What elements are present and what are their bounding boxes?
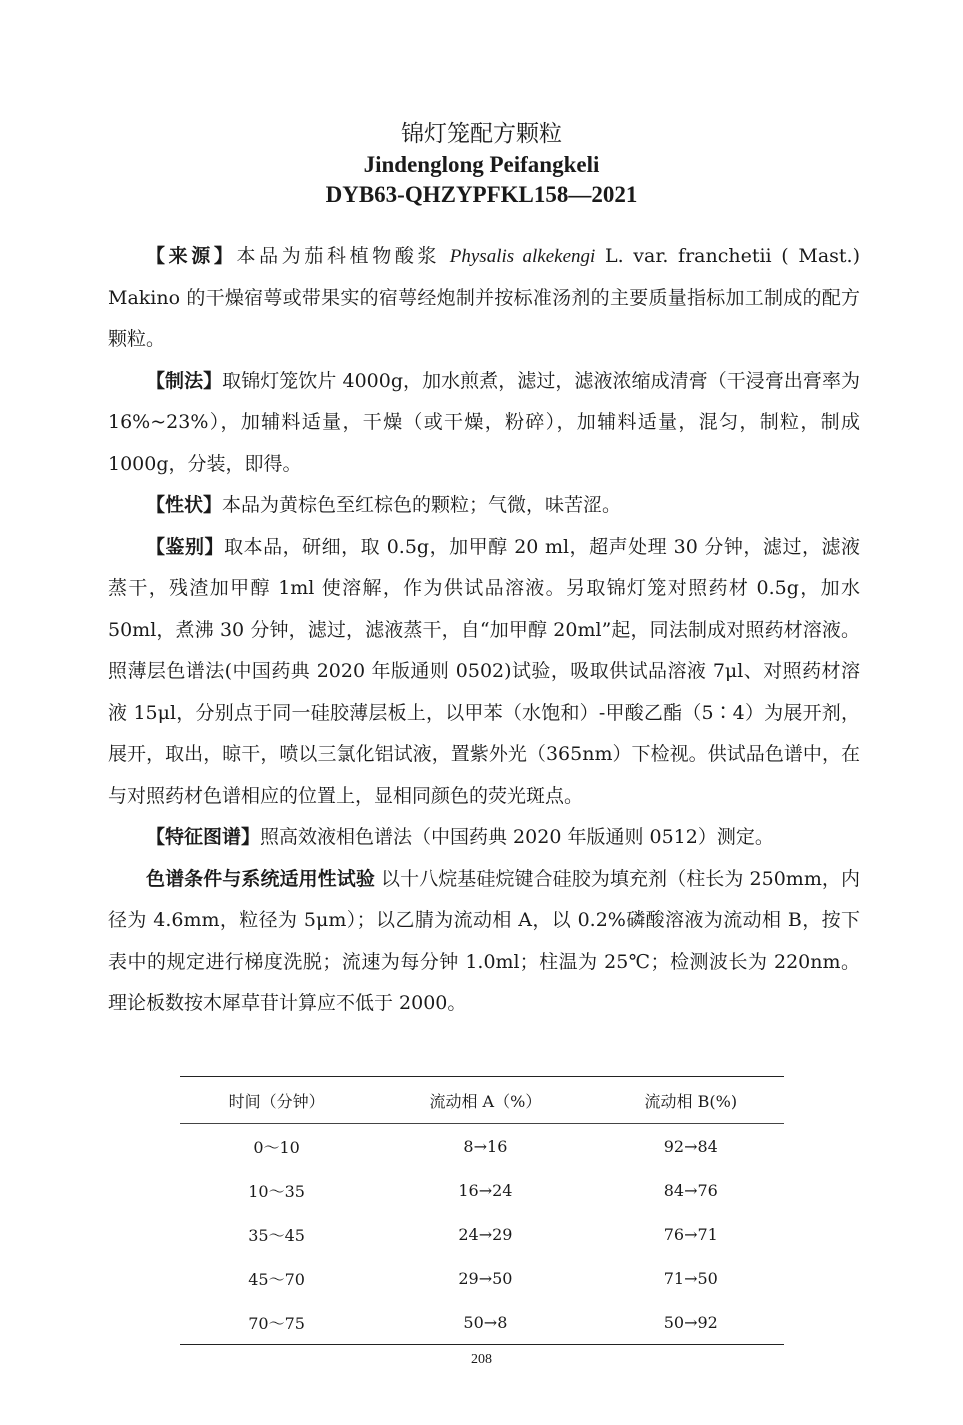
cell-time: 10～35 xyxy=(248,1181,305,1201)
header-time: 时间（分钟） xyxy=(180,1077,373,1124)
table-row xyxy=(180,1168,784,1212)
source-paragraph xyxy=(108,236,860,361)
title-pinyin: Jindenglong Peifangkeli xyxy=(363,152,600,177)
cell-phase-a: 29→50 xyxy=(458,1268,513,1288)
cell-phase-b: 92→84 xyxy=(663,1136,718,1156)
cell-time: 70～75 xyxy=(180,1300,373,1345)
source-text-2: L. var. franchetii ( Mast.) Makino 的干燥宿萼或带果实的宿萼经炮制并按标准汤剂的主要质量指标加工制成的配方颗粒。 xyxy=(108,245,860,350)
fingerprint-heading: 【特征图谱】 xyxy=(146,826,261,848)
identification-heading: 【鉴别】 xyxy=(146,535,225,558)
standard-code: DYB63-QHZYPFKL158—2021 xyxy=(325,182,638,207)
table-row xyxy=(180,1300,784,1345)
conditions-paragraph xyxy=(108,859,860,1025)
document-body xyxy=(108,236,860,1025)
identification-paragraph xyxy=(108,527,860,818)
table-row xyxy=(180,1256,784,1300)
character-paragraph xyxy=(108,485,860,527)
cell-phase-b: 50→92 xyxy=(598,1300,784,1345)
header-phase-b: 流动相 B(%) xyxy=(598,1077,784,1124)
page-number: 208 xyxy=(471,1352,492,1367)
source-text-1: 本品为茄科植物酸浆 xyxy=(236,245,450,267)
cell-phase-b: 84→76 xyxy=(663,1180,718,1200)
preparation-heading: 【制法】 xyxy=(146,369,223,392)
title-chinese: 锦灯笼配方颗粒 xyxy=(401,121,562,147)
cell-time: 35～45 xyxy=(248,1225,305,1245)
cell-phase-a: 50→8 xyxy=(373,1300,597,1345)
character-text: 本品为黄棕色至红棕色的颗粒；气微，味苦涩。 xyxy=(222,494,622,516)
preparation-text: 取锦灯笼饮片 4000g，加水煎煮，滤过，滤液浓缩成清膏（干浸膏出膏率为 16%~23%），加辅料适量，干燥（或干燥，粉碎），加辅料适量，混匀，制粒，制成 1000g，分装，即得。 xyxy=(108,369,860,475)
conditions-text: 以十八烷基硅烷键合硅胶为填充剂（柱长为 250mm，内径为 4.6mm，粒径为 5μm）；以乙腈为流动相 A，以 0.2%磷酸溶液为流动相 B，按下表中的规定进行梯度洗脱；流速为每分钟 1.0ml；柱温为 25℃；检测波长为 220nm。理论板数按木犀草苷计算应不低于 2000。 xyxy=(108,867,860,1014)
fingerprint-text: 照高效液相色谱法（中国药典 2020 年版通则 0512）测定。 xyxy=(260,826,774,848)
cell-phase-a: 24→29 xyxy=(458,1224,513,1244)
header-phase-a: 流动相 A（%） xyxy=(373,1077,597,1124)
cell-phase-b: 76→71 xyxy=(663,1224,718,1244)
cell-time: 0～10 xyxy=(253,1137,300,1157)
identification-text: 取本品，研细，取 0.5g，加甲醇 20 ml，超声处理 30 分钟，滤过，滤液蒸干，残渣加甲醇 1ml 使溶解，作为供试品溶液。另取锦灯笼对照药材 0.5g，加水 50ml，煮沸 30 分钟，滤过，滤液蒸干，自“加甲醇 20ml”起，同法制成对照药材溶液。照薄层色谱法(中国药典 2020 年版通则 0502)试验，吸取供试品溶液 7μl、对照药材溶液 15μl，分别点于同一硅胶薄层板上，以甲苯（水饱和）-甲酸乙酯（5∶4）为展开剂，展开，取出，晾干，喷以三氯化铝试液，置紫外光（365nm）下检视。供试品色谱中，在与对照药材色谱相应的位置上，显相同颜色的荧光斑点。 xyxy=(108,535,860,807)
cell-phase-a: 16→24 xyxy=(458,1180,513,1200)
preparation-paragraph xyxy=(108,361,860,486)
source-heading: 【来源】 xyxy=(146,245,237,267)
table-row xyxy=(180,1124,784,1169)
cell-phase-a: 8→16 xyxy=(463,1136,508,1156)
source-latin-name: Physalis alkekengi xyxy=(449,246,596,267)
table-header-row xyxy=(180,1077,784,1124)
cell-phase-b: 71→50 xyxy=(663,1268,718,1288)
gradient-table xyxy=(180,1076,784,1345)
character-heading: 【性状】 xyxy=(146,494,223,516)
cell-time: 45～70 xyxy=(248,1269,305,1289)
conditions-heading: 色谱条件与系统适用性试验 xyxy=(146,867,375,890)
fingerprint-paragraph xyxy=(108,817,860,859)
document-title xyxy=(0,118,963,210)
table-row xyxy=(180,1212,784,1256)
